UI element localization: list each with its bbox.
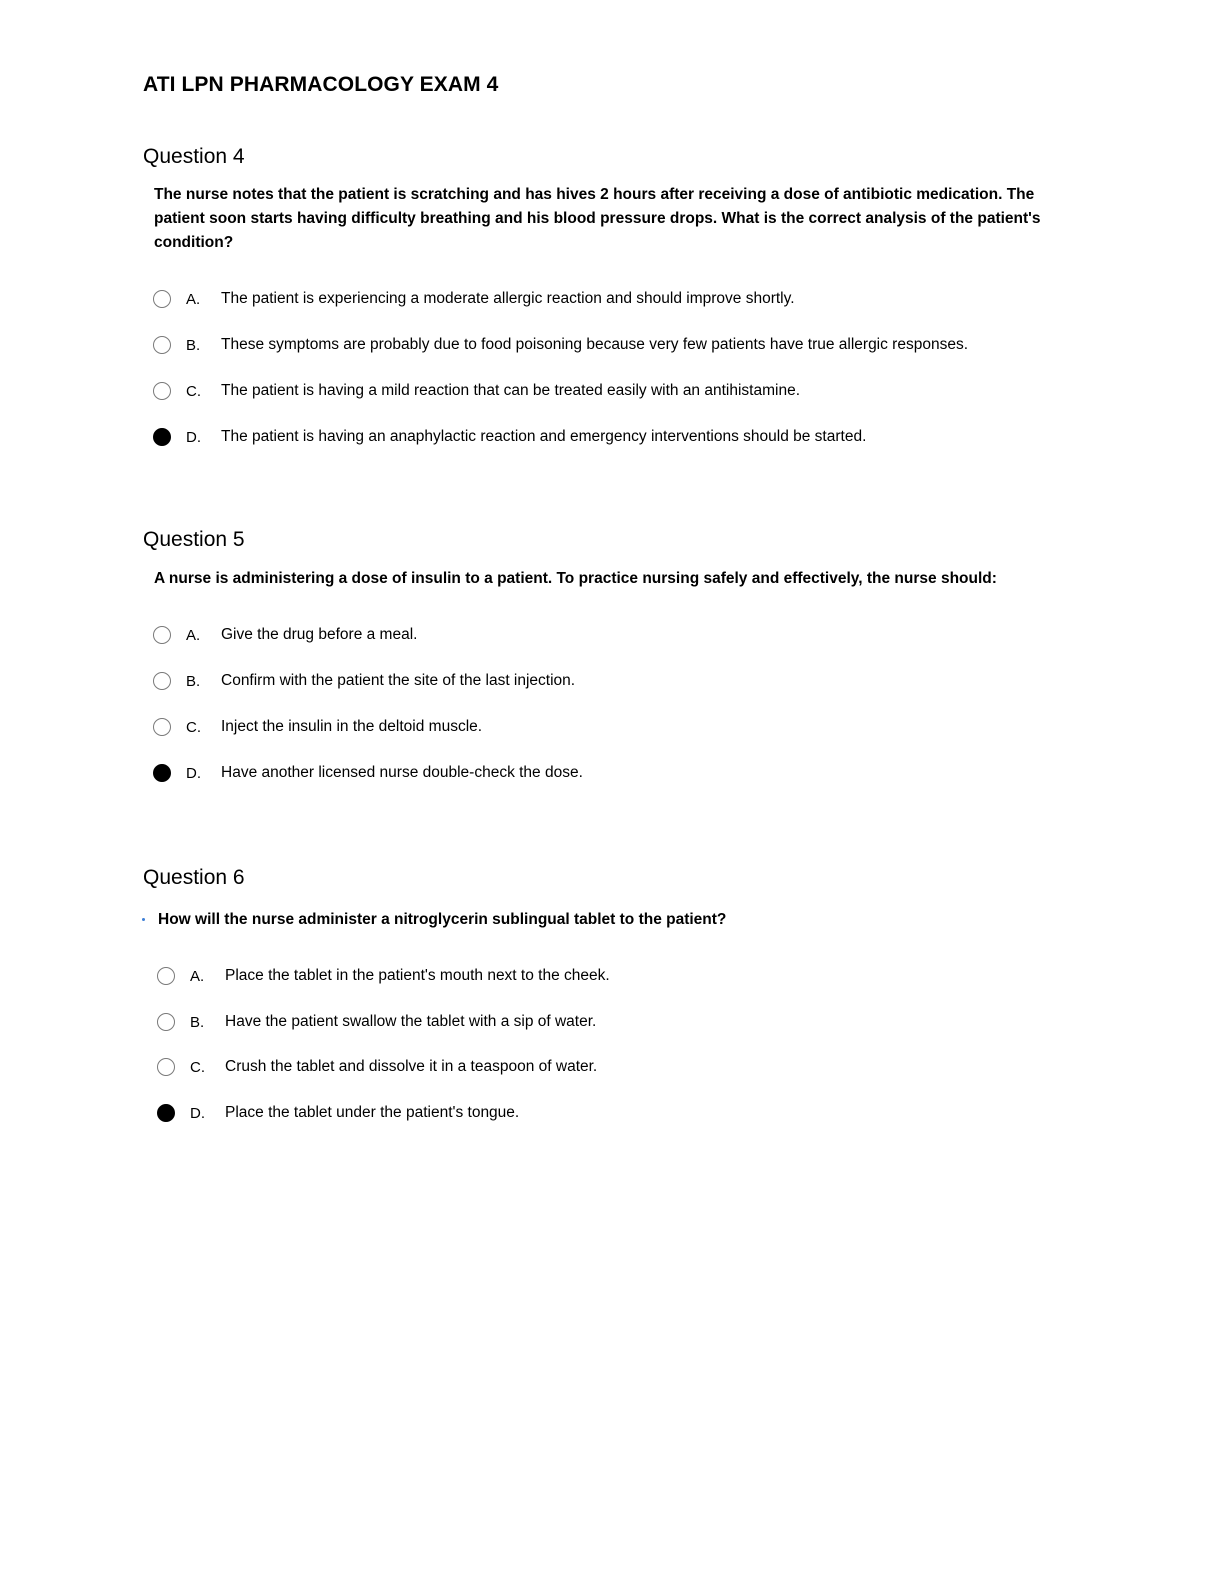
option-letter: C. bbox=[186, 382, 201, 400]
option-text: Confirm with the patient the site of the last injection. bbox=[221, 672, 576, 689]
option-c[interactable] bbox=[157, 1056, 597, 1078]
option-text: These symptoms are probably due to food poisoning because very few patients have true allergic responses. bbox=[221, 336, 969, 353]
question-stem: The nurse notes that the patient is scratching and has hives 2 hours after receiving a dose of antibiotic medication. The patient soon starts having difficulty breathing and his blood pressure drops. What is the correct analysis of the patient's condition? bbox=[154, 186, 1041, 251]
option-text: The patient is experiencing a moderate allergic reaction and should improve shortly. bbox=[221, 290, 795, 307]
option-text: Have the patient swallow the tablet with a sip of water. bbox=[225, 1013, 597, 1030]
option-letter: A. bbox=[186, 290, 201, 308]
option-letter: A. bbox=[186, 626, 201, 644]
radio-button-selected[interactable] bbox=[153, 764, 171, 782]
option-letter: A. bbox=[190, 967, 205, 985]
question-heading: Question 6 bbox=[143, 866, 245, 889]
option-c[interactable] bbox=[153, 716, 482, 738]
radio-button[interactable] bbox=[157, 1013, 175, 1031]
option-letter: D. bbox=[186, 428, 201, 446]
radio-button-selected[interactable] bbox=[157, 1104, 175, 1122]
option-letter: C. bbox=[186, 718, 201, 736]
radio-button[interactable] bbox=[153, 290, 171, 308]
option-text: Crush the tablet and dissolve it in a teaspoon of water. bbox=[225, 1058, 598, 1075]
option-letter: D. bbox=[186, 764, 201, 782]
radio-button[interactable] bbox=[153, 718, 171, 736]
option-a[interactable] bbox=[157, 965, 610, 987]
radio-button[interactable] bbox=[153, 626, 171, 644]
question-stem: How will the nurse administer a nitroglycerin sublingual tablet to the patient? bbox=[158, 911, 727, 928]
radio-button-selected[interactable] bbox=[153, 428, 171, 446]
option-letter: C. bbox=[190, 1058, 205, 1076]
option-text: Place the tablet in the patient's mouth next to the cheek. bbox=[225, 967, 610, 984]
option-letter: D. bbox=[190, 1104, 205, 1122]
option-text: Inject the insulin in the deltoid muscle. bbox=[221, 718, 483, 735]
option-letter: B. bbox=[186, 336, 201, 354]
radio-button[interactable] bbox=[153, 336, 171, 354]
option-a[interactable] bbox=[153, 288, 795, 310]
radio-button[interactable] bbox=[153, 382, 171, 400]
radio-button[interactable] bbox=[153, 672, 171, 690]
option-b[interactable] bbox=[157, 1011, 596, 1033]
bullet-dot-icon bbox=[142, 918, 145, 921]
question-stem: A nurse is administering a dose of insulin to a patient. To practice nursing safely and effectively, the nurse should: bbox=[154, 570, 997, 587]
option-b[interactable] bbox=[153, 334, 968, 356]
question-heading: Question 5 bbox=[143, 528, 245, 551]
option-d[interactable] bbox=[153, 762, 583, 784]
option-text: Place the tablet under the patient's tongue. bbox=[225, 1104, 520, 1121]
option-a[interactable] bbox=[153, 624, 417, 646]
document-title: ATI LPN PHARMACOLOGY EXAM 4 bbox=[143, 73, 499, 96]
option-b[interactable] bbox=[153, 670, 575, 692]
option-letter: B. bbox=[190, 1013, 205, 1031]
option-d[interactable] bbox=[157, 1102, 519, 1124]
radio-button[interactable] bbox=[157, 967, 175, 985]
option-c[interactable] bbox=[153, 380, 800, 402]
radio-button[interactable] bbox=[157, 1058, 175, 1076]
option-text: Have another licensed nurse double-check the dose. bbox=[221, 764, 583, 781]
option-text: The patient is having a mild reaction that can be treated easily with an antihistamine. bbox=[221, 382, 800, 399]
option-d[interactable] bbox=[153, 426, 866, 448]
option-text: The patient is having an anaphylactic reaction and emergency interventions should be started. bbox=[221, 428, 867, 445]
option-text: Give the drug before a meal. bbox=[221, 626, 418, 643]
question-heading: Question 4 bbox=[143, 145, 245, 168]
option-letter: B. bbox=[186, 672, 201, 690]
